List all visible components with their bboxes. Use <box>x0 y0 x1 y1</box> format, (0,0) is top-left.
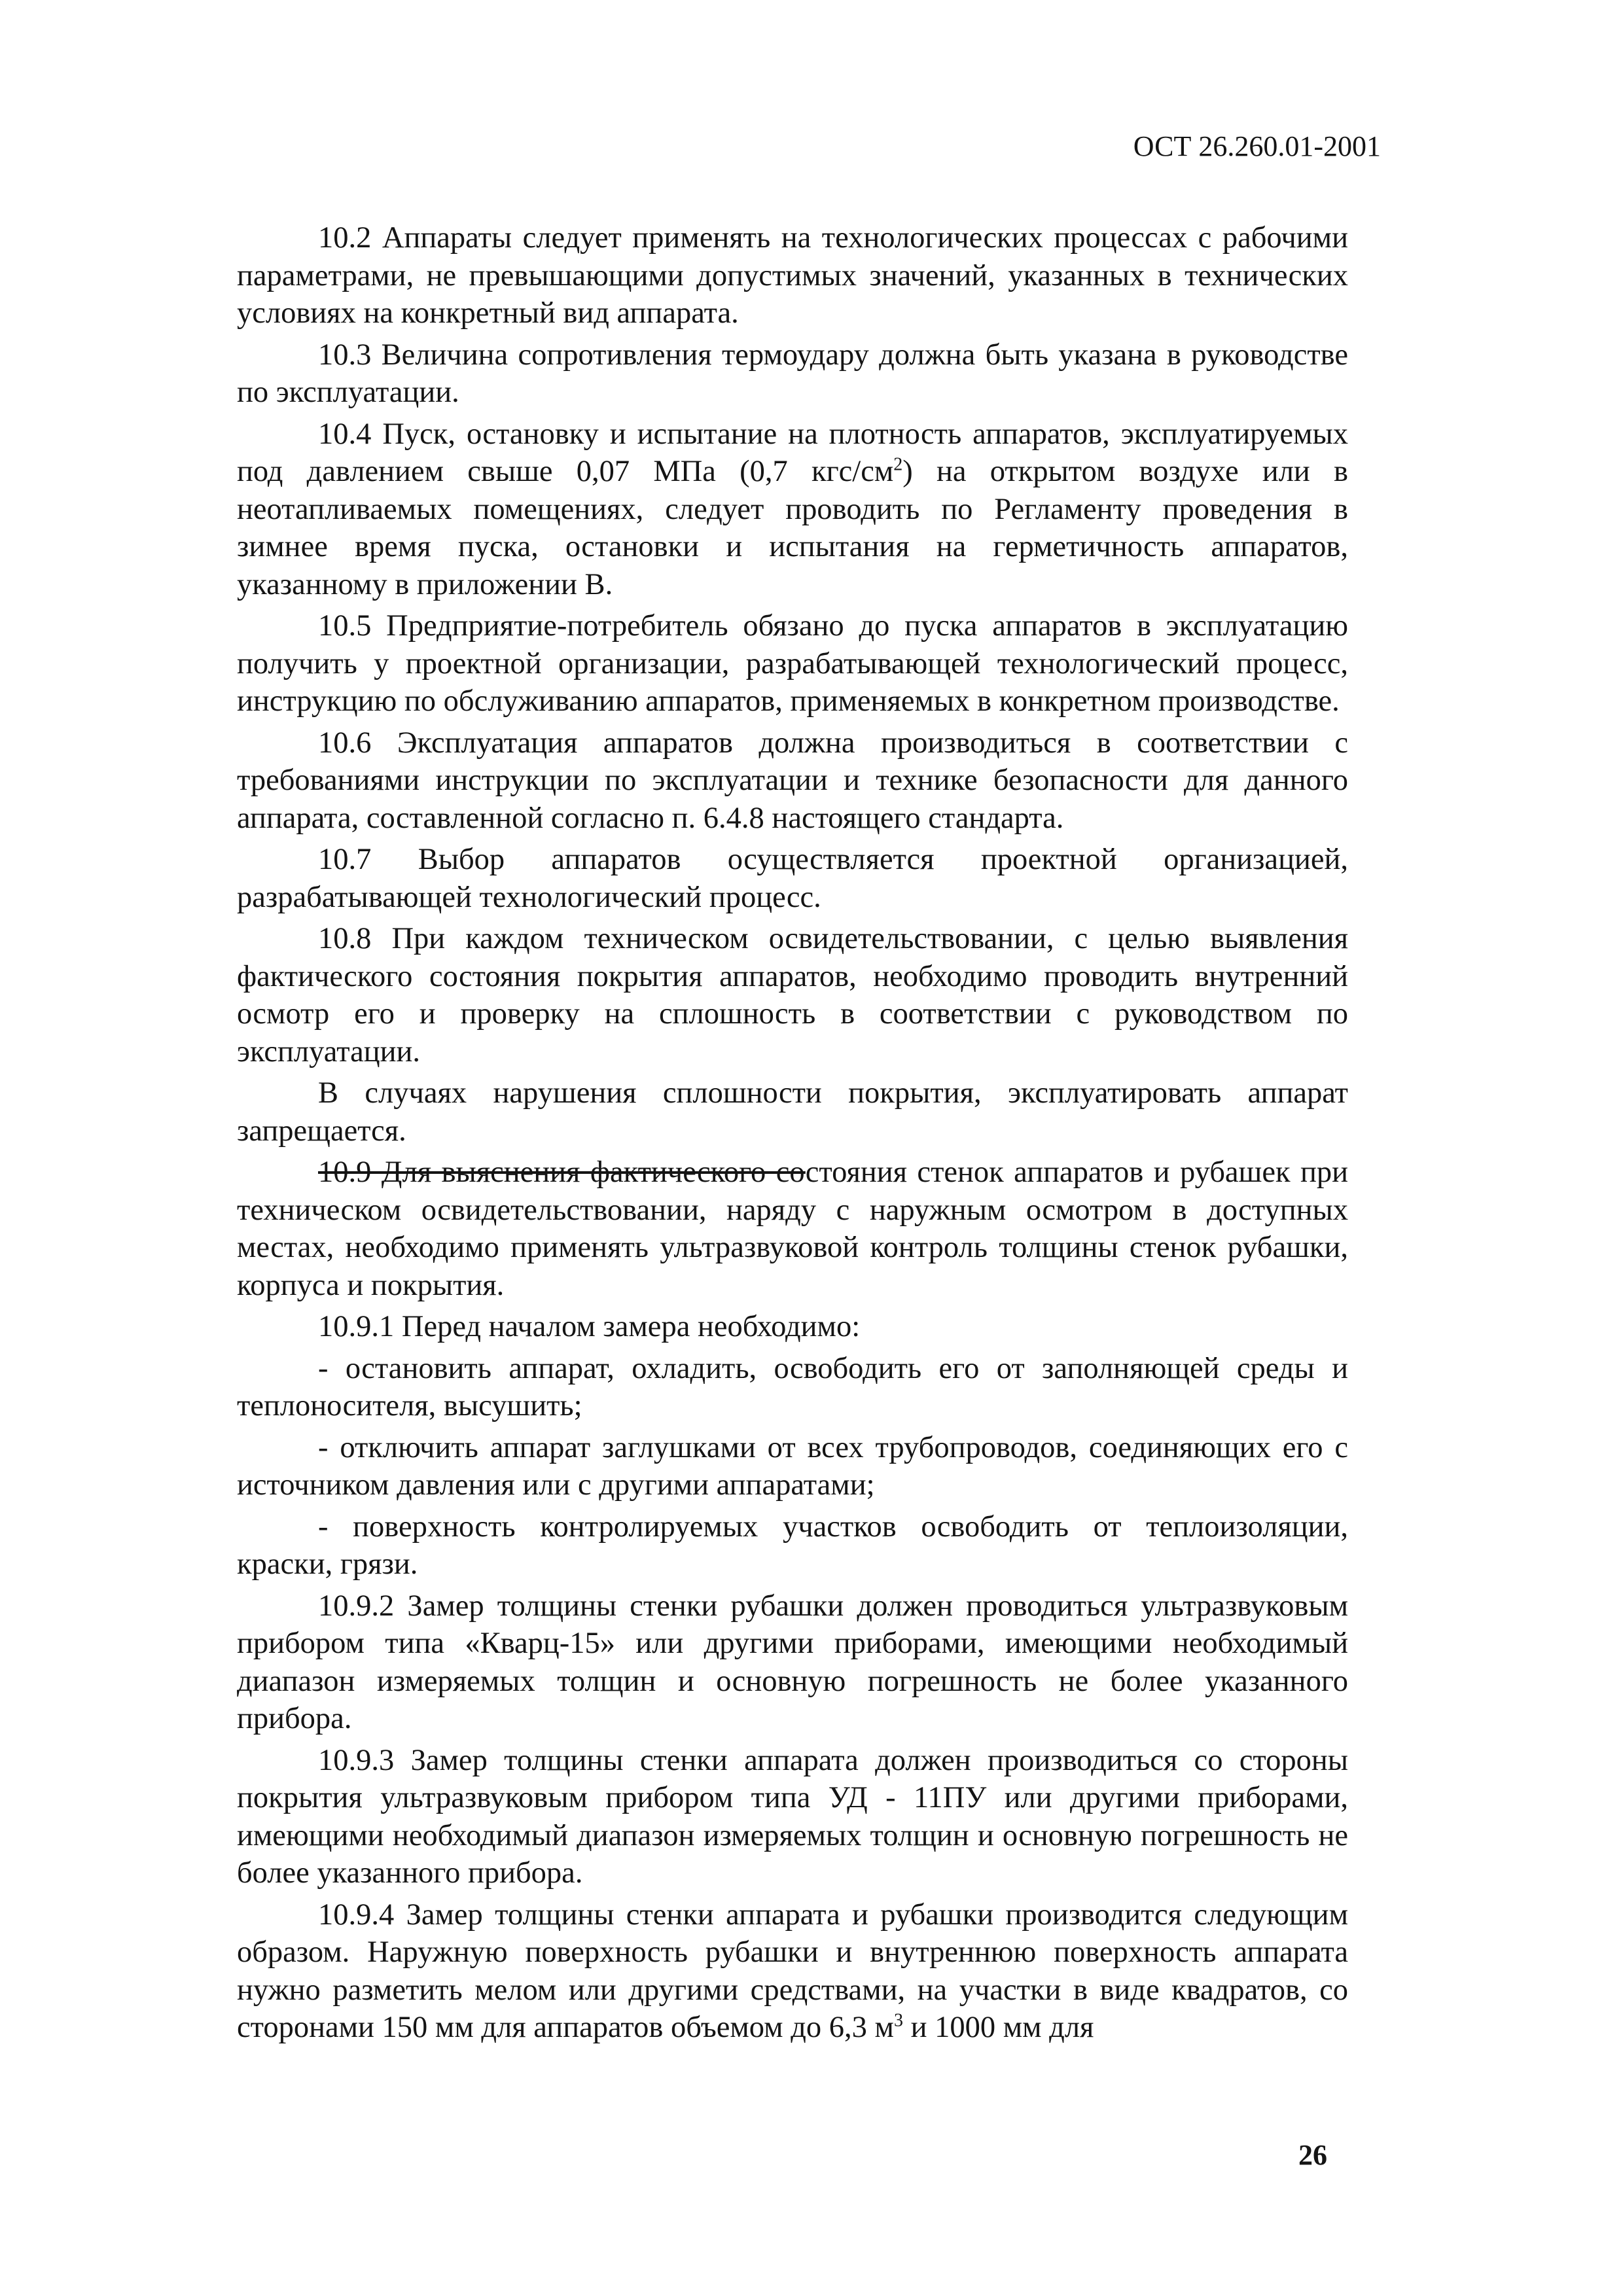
page-number: 26 <box>1298 2139 1327 2171</box>
paragraph-10-8-prohibition: В случаях нарушения сплошности покрытия, эксплуатировать аппарат запрещается. <box>237 1076 1348 1148</box>
paragraph-10-6: 10.6 Эксплуатация аппаратов должна производиться в соответствии с требованиями инструкции по эксплуатации и технике безопасности для данного аппарата, составленной согласно п. 6.4.8 настоящего стандарта. <box>237 726 1348 835</box>
paragraph-10-9-2: 10.9.2 Замер толщины стенки рубашки должен проводиться ультразвуковым прибором типа «Кварц-15» или другими приборами, имеющими необходимый диапазон измеряемых толщин и основную погрешность не более указанного прибора. <box>237 1589 1348 1735</box>
paragraph-10-9-4 <box>237 1896 1348 2047</box>
paragraph-10-4 <box>237 415 1348 604</box>
paragraph-10-4-part-a: 10.4 Пуск, остановку и испытание на плотность аппаратов, эксплуатируемых под давлением свыше 0,07 МПа (0,7 кгс/см <box>237 417 1348 488</box>
struck-through-text: 10.9 Для выяснения фактического со <box>318 1156 806 1189</box>
paragraph-10-9-4-part-b: и 1000 мм для <box>902 2011 1094 2044</box>
list-item-stop-apparatus: - остановить аппарат, охладить, освободить его от заполняющей среды и теплоносителя, высушить; <box>237 1351 1348 1422</box>
paragraph-10-9-4-part-a: 10.9.4 Замер толщины стенки аппарата и рубашки производится следующим образом. Наружную поверхность рубашки и внутреннюю поверхность аппарата нужно разметить мелом или другими средствами, на участки в виде квадратов, со сторонами 150 мм для аппаратов объемом до 6,3 м <box>237 1898 1348 2044</box>
paragraph-10-7: 10.7 Выбор аппаратов осуществляется проектной организацией, разрабатывающей технологический процесс. <box>237 843 1348 914</box>
paragraph-10-9-3: 10.9.3 Замер толщины стенки аппарата должен производиться со стороны покрытия ультразвуковым прибором типа УД - 11ПУ или другими приборами, имеющими необходимый диапазон измеряемых толщин и основную погрешность не более указанного прибора. <box>237 1743 1348 1890</box>
paragraph-10-8: 10.8 При каждом техническом освидетельствовании, с целью выявления фактического состояния покрытия аппаратов, необходимо проводить внутренний осмотр его и проверку на сплошность в соответствии с руководством по эксплуатации. <box>237 922 1348 1069</box>
paragraph-10-5: 10.5 Предприятие-потребитель обязано до пуска аппаратов в эксплуатацию получить у проектной организации, разрабатывающей технологический процесс, инструкцию по обслуживанию аппаратов, применяемых в конкретном производстве. <box>237 609 1348 718</box>
document-body <box>237 219 1348 2051</box>
superscript-squared: 2 <box>893 454 903 475</box>
paragraph-10-2: 10.2 Аппараты следует применять на технологических процессах с рабочими параметрами, не превышающими допустимых значений, указанных в технических условиях на конкретный вид аппарата. <box>237 221 1348 330</box>
document-code-header: ОСТ 26.260.01-2001 <box>1133 130 1381 162</box>
list-item-clean-surface: - поверхность контролируемых участков освободить от теплоизоляции, краски, грязи. <box>237 1510 1348 1581</box>
list-item-disconnect-apparatus: - отключить аппарат заглушками от всех трубопроводов, соединяющих его с источником давления или с другими аппаратами; <box>237 1430 1348 1502</box>
paragraph-10-3: 10.3 Величина сопротивления термоудару должна быть указана в руководстве по эксплуатации. <box>237 338 1348 409</box>
paragraph-10-9-1: 10.9.1 Перед началом замера необходимо: <box>318 1310 861 1343</box>
superscript-cubed: 3 <box>893 2010 903 2031</box>
paragraph-10-4-part-b: ) на открытом воздухе или в неотапливаемых помещениях, следует проводить по Регламенту проведения в зимнее время пуска, остановки и испытания на герметичность аппаратов, указанному в приложении В. <box>237 455 1348 601</box>
paragraph-10-9-rest: стояния стенок аппаратов и рубашек при техническом освидетельствовании, наряду с наружным осмотром в доступных местах, необходимо применять ультразвуковой контроль толщины стенок рубашки, корпуса и покрытия. <box>237 1156 1348 1302</box>
paragraph-10-9 <box>237 1154 1348 1304</box>
